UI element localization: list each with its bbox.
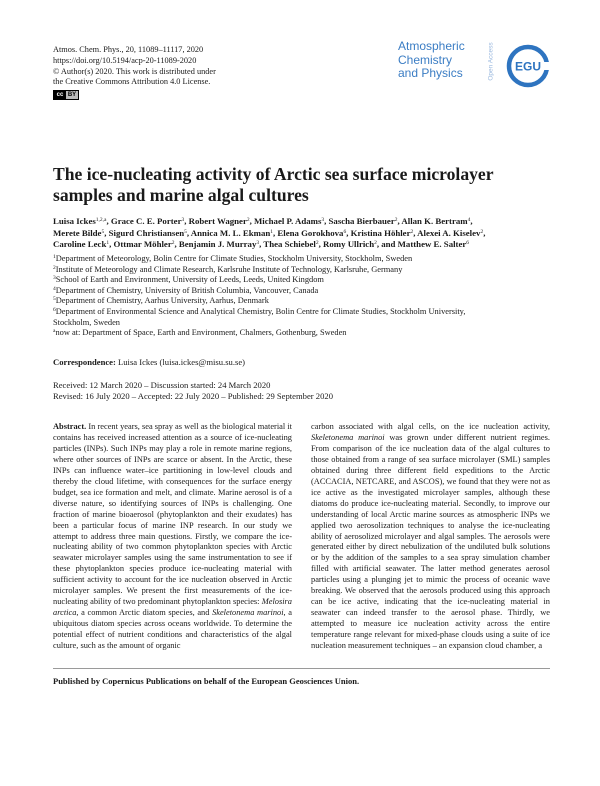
license-line: the Creative Commons Attribution 4.0 License.: [53, 77, 211, 87]
affiliation: $^6$Department of Environmental Science and Analytical Chemistry, Bolin Centre for Climate Studies, Stockholm University,: [53, 306, 466, 316]
paper-title: [53, 164, 553, 205]
correspondence-email[interactable]: Luisa Ickes (luisa.ickes@misu.su.se): [115, 357, 246, 367]
open-access-text: Open Access: [487, 42, 495, 81]
author-line: Merete Bilde$^5$, Sigurd Christiansen$^5$, Annica M. L. Ekman$^1$, Elena Gorokhova$^6$, Kristina Höhler$^2$, Alexei A. Kiselev$^2$,: [53, 227, 486, 238]
author-line: Caroline Leck$^1$, Ottmar Möhler$^2$, Benjamin J. Murray$^3$, Thea Schiebel$^2$, Romy Ullrich$^2$, and Matthew E. Salter$^6$: [53, 239, 470, 250]
author-list: [53, 216, 550, 251]
open-access-label: [487, 38, 502, 90]
cc-by-license-icon[interactable]: [53, 90, 79, 100]
journal-name-line: and Physics: [398, 66, 463, 80]
author-line: Luisa Ickes$^{1,2,a}$, Grace C. E. Porter$^3$, Robert Wagner$^2$, Michael P. Adams$^3$, Sascha Bierbauer$^2$, Allan K. Bertram$^4$,: [53, 216, 473, 226]
publication-dates: [53, 380, 550, 402]
affiliation: $^2$Institute of Meteorology and Climate Research, Karlsruhe Institute of Technology, Karlsruhe, Germany: [53, 264, 403, 274]
title-line: The ice-nucleating activity of Arctic sea surface microlayer: [53, 164, 494, 184]
svg-text:EGU: EGU: [514, 59, 542, 74]
affiliation: $^3$School of Earth and Environment, University of Leeds, Leeds, United Kingdom: [53, 275, 324, 285]
article-header-info: [53, 45, 333, 100]
footer-divider: [53, 668, 550, 669]
dates-published: Revised: 16 July 2020 – Accepted: 22 July 2020 – Published: 29 September 2020: [53, 391, 333, 401]
doi-link[interactable]: https://doi.org/10.5194/acp-20-11089-2020: [53, 55, 197, 65]
cc-badge-right: BY: [67, 91, 77, 98]
journal-name-line: Chemistry: [398, 52, 453, 67]
title-line: samples and marine algal cultures: [53, 184, 309, 205]
citation: Atmos. Chem. Phys., 20, 11089–11117, 2020: [53, 45, 204, 54]
affiliation: $^5$Department of Chemistry, Aarhus University, Aarhus, Denmark: [53, 296, 269, 306]
correspondence: [53, 357, 550, 367]
affiliation: $^4$Department of Chemistry, University of British Columbia, Vancouver, Canada: [53, 285, 319, 295]
dates-received: Received: 12 March 2020 – Discussion started: 24 March 2020: [53, 380, 271, 390]
affiliation: $^a$now at: Department of Space, Earth and Environment, Chalmers, Gothenburg, Sweden: [53, 328, 347, 338]
publisher-footer: Published by Copernicus Publications on behalf of the European Geosciences Union.: [53, 676, 360, 686]
cc-badge-left: cc: [56, 91, 64, 98]
affiliation: Stockholm, Sweden: [53, 317, 120, 327]
egu-logo: [506, 44, 550, 88]
journal-name-line: Atmospheric: [398, 39, 465, 53]
correspondence-label: Correspondence:: [53, 357, 116, 367]
affiliation: $^1$Department of Meteorology, Bolin Centre for Climate Studies, Stockholm University, Stockholm, Sweden: [53, 254, 413, 263]
journal-name: [398, 40, 490, 81]
affiliation-list: [53, 254, 550, 339]
abstract-column-left: Abstract. In recent years, sea spray as well as the biological material it contains has received increased attention as a source of ice-nucleating particles (INPs). Such INPs may play a role in remote marine regions, where other sources of INPs are scarce or absent. In the Arctic, these INPs can influence water–ice partitioning in low-level clouds and thereby the cloud lifetime, with consequences for the surface energy budget, sea ice formation and melt, and climate. Marine aerosol is of a diverse nature, so identifying sources of INPs is challenging. One fraction of marine bioaerosol (phytoplankton and their exudates) has been a particular focus of marine INP research. In our study we attempt to address three main questions. Firstly, we compare the ice-nucleating ability of two common phytoplankton species with Arctic seawater microlayer samples using the same instrumentation to see if these phytoplankton species produce ice-nucleating material with sufficient activity to account for the ice nucleation observed in Arctic microlayer samples. We present the first measurements of the ice-nucleating ability of two predominant phytoplankton species: Melosira arctica, a common Arctic diatom species, and Skeletonema marinoi, a ubiquitous diatom species across oceans worldwide. To determine the potential effect of nutrient conditions and characteristics of the algal culture, such as the amount of organic: [53, 422, 292, 651]
abstract-column-right: carbon associated with algal cells, on the ice nucleation activity, Skeletonema marinoi was grown under different nutrient regimes. From comparison of the ice nucleation data of the algal cultures to those obtained from a range of sea surface microlayer (SML) samples obtained during three different field expeditions to the Arctic (ACCACIA, NETCARE, and ASCOS), we found that they were not as ice active as the investigated microlayer samples, although these diatoms do produce ice-nucleating material. Secondly, to improve our understanding of local Arctic marine sources as atmospheric INPs we applied two aerosolization techniques to analyse the ice-nucleating ability of aerosolized microlayer and algal samples. The aerosols were generated either by direct nebulization of the undiluted bulk solutions or by the addition of the samples to a sea spray simulation chamber filled with artificial seawater. The latter method generates aerosol particles using a plunging jet to mimic the process of oceanic wave breaking. We observed that the aerosols produced using this approach can be ice active, indicating that the ice-nucleating material in seawater can indeed transfer to the aerosol phase. Thirdly, we attempted to measure ice nucleation activity across the entire temperature range relevant for mixed-phase clouds using a suite of ice nucleation measurement techniques – an expansion cloud chamber, a: [311, 422, 550, 651]
copyright-line: © Author(s) 2020. This work is distributed under: [53, 66, 216, 76]
